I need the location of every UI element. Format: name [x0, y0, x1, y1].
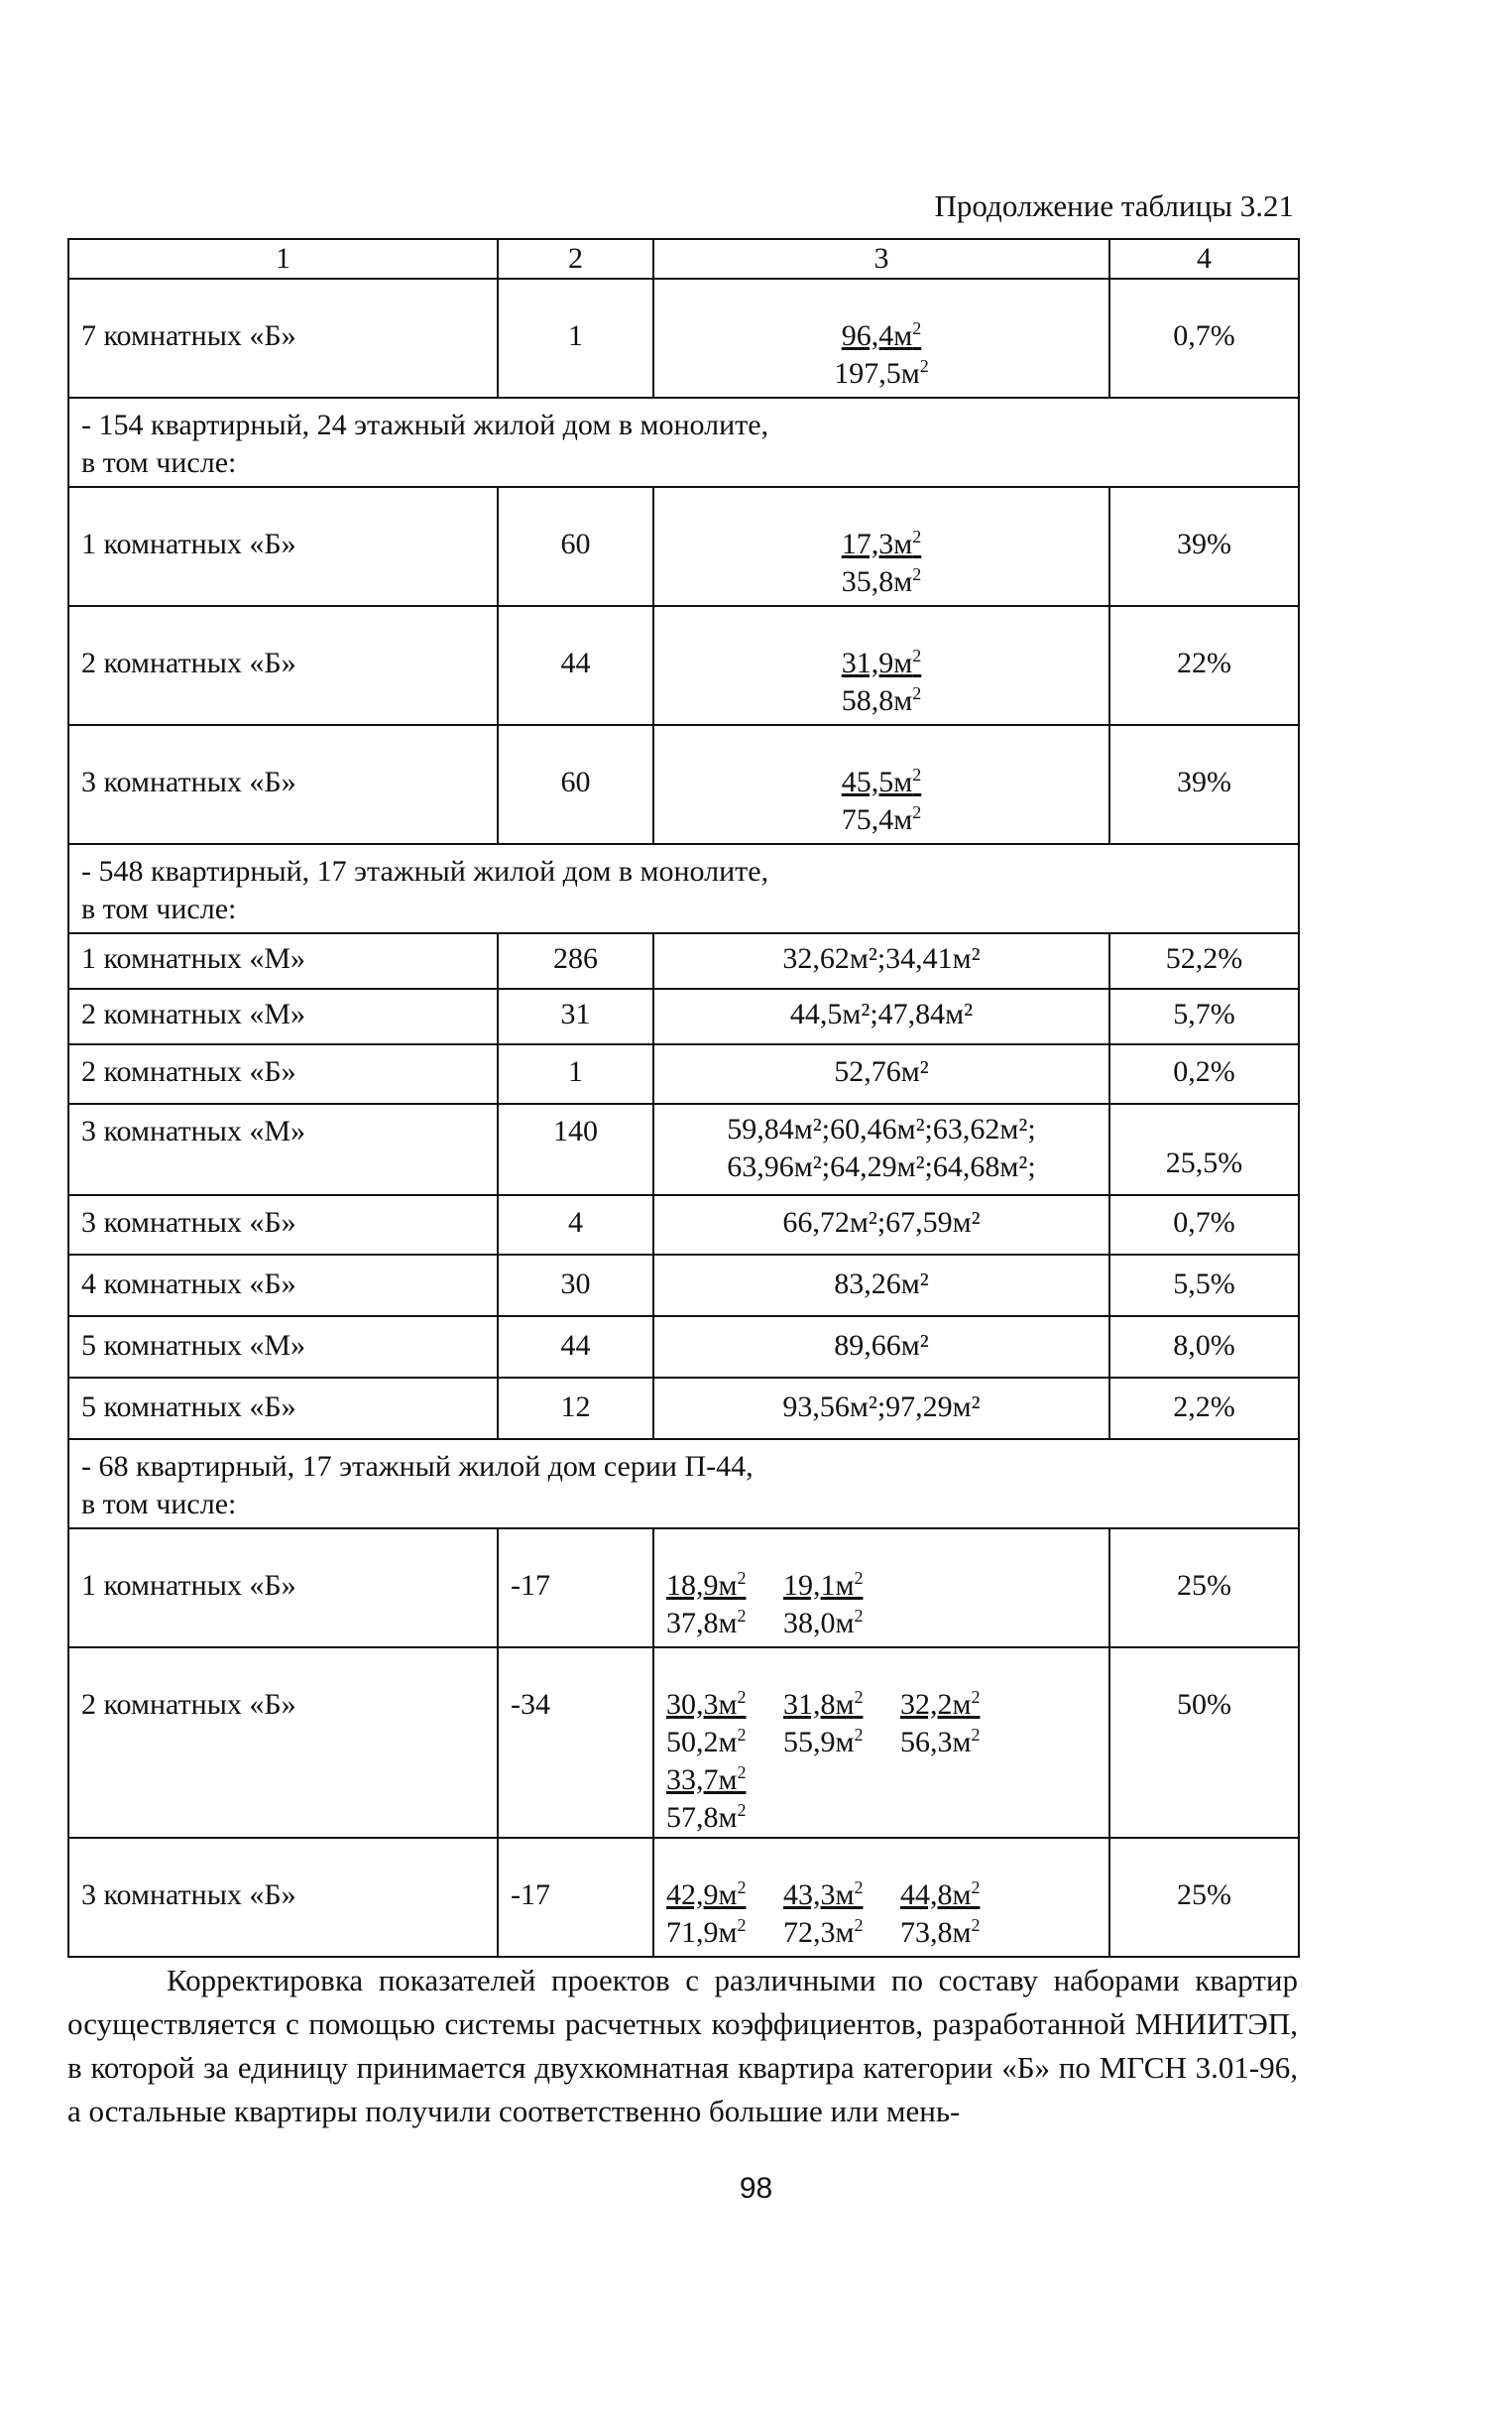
row-count: 44	[498, 1316, 653, 1378]
row-name: 3 комнатных «Б»	[68, 1195, 498, 1255]
area-numerator: 42,9м	[666, 1878, 738, 1911]
area-line: 59,84м²;60,46м²;63,62м²;	[727, 1113, 1036, 1146]
table-row	[68, 487, 1299, 606]
row-area: 52,76м²	[653, 1044, 1109, 1104]
row-count: -17	[498, 1528, 653, 1647]
apartments-table	[67, 238, 1300, 1958]
row-area-pairs: $\frac{18,9м^2}{37,8м^2}$ $\frac{19,1м^2}{38,0м^2}$	[653, 1528, 1109, 1647]
row-percent: 39%	[1109, 725, 1299, 844]
row-name: 1 комнатных «Б»	[68, 1528, 498, 1647]
area-numerator: 31,9м	[841, 647, 913, 679]
table-row	[68, 989, 1299, 1044]
row-name: 3 комнатных «Б»	[68, 1838, 498, 1957]
row-count: 44	[498, 606, 653, 725]
section-line: - 548 квартирный, 17 этажный жилой дом в монолите,	[81, 855, 769, 888]
table-row	[68, 1528, 1299, 1647]
area-numerator: 31,8м	[782, 1688, 855, 1721]
section-title	[68, 1439, 1299, 1528]
section-line: - 154 квартирный, 24 этажный жилой дом в монолите,	[81, 409, 769, 441]
row-count: 1	[498, 1044, 653, 1104]
area-denominator: 71,9м	[666, 1916, 738, 1949]
row-count: 31	[498, 989, 653, 1044]
section-title	[68, 844, 1299, 933]
row-count: 30	[498, 1255, 653, 1316]
row-area-pairs: $\frac{42,9м^2}{71,9м^2}$ $\frac{43,3м^2}{72,3м^2}$ $\frac{44,8м^2}{73,8м^2}$	[653, 1838, 1109, 1957]
table-row	[68, 1647, 1299, 1838]
row-percent: 25%	[1109, 1528, 1299, 1647]
area-denominator: 72,3м	[782, 1916, 855, 1949]
area-denominator: 58,8м	[841, 684, 913, 717]
table-row	[68, 1316, 1299, 1378]
row-name: 2 комнатных «Б»	[68, 1647, 498, 1838]
row-percent: 5,5%	[1109, 1255, 1299, 1316]
row-count: -17	[498, 1838, 653, 1957]
area-numerator: 43,3м	[782, 1878, 855, 1911]
area-denominator: 50,2м	[666, 1726, 738, 1758]
section-line: в том числе:	[81, 1488, 237, 1520]
row-area: 66,72м²;67,59м²	[653, 1195, 1109, 1255]
table-row	[68, 1838, 1299, 1957]
row-percent: 25%	[1109, 1838, 1299, 1957]
table-row	[68, 1255, 1299, 1316]
row-percent: 39%	[1109, 487, 1299, 606]
row-percent: 8,0%	[1109, 1316, 1299, 1378]
table-row	[68, 1195, 1299, 1255]
area-numerator: 45,5м	[841, 766, 913, 798]
row-area: 32,62м²;34,41м²	[653, 933, 1109, 989]
row-percent: 52,2%	[1109, 933, 1299, 989]
row-area: 93,56м²;97,29м²	[653, 1378, 1109, 1439]
area-numerator: 32,2м	[899, 1688, 972, 1721]
header-cell: 3	[653, 239, 1109, 279]
row-percent: 25,5%	[1109, 1104, 1299, 1195]
row-name: 1 комнатных «Б»	[68, 487, 498, 606]
area-denominator: 197,5м	[834, 357, 920, 390]
area-denominator: 57,8м	[666, 1801, 738, 1834]
row-area: $\frac{45,5м^2}{75,4м^2}$	[653, 725, 1109, 844]
row-area: 44,5м²;47,84м²	[653, 989, 1109, 1044]
row-name: 3 комнатных «М»	[68, 1104, 498, 1195]
area-numerator: 18,9м	[666, 1569, 738, 1602]
area-numerator: 30,3м	[666, 1688, 738, 1721]
header-row	[68, 239, 1299, 279]
row-name: 5 комнатных «Б»	[68, 1378, 498, 1439]
area-numerator: 17,3м	[841, 528, 913, 560]
row-area: 83,26м²	[653, 1255, 1109, 1316]
row-count: 60	[498, 487, 653, 606]
area-denominator: 56,3м	[899, 1726, 972, 1758]
area-numerator: 96,4м	[841, 319, 913, 352]
section-row	[68, 1439, 1299, 1528]
row-name: 2 комнатных «М»	[68, 989, 498, 1044]
area-denominator: 38,0м	[782, 1607, 855, 1639]
row-name: 1 комнатных «М»	[68, 933, 498, 989]
row-count: 12	[498, 1378, 653, 1439]
page-number: 98	[739, 2172, 773, 2205]
row-area: $\frac{17,3м^2}{35,8м^2}$	[653, 487, 1109, 606]
header-cell: 4	[1109, 239, 1299, 279]
header-cell: 2	[498, 239, 653, 279]
area-denominator: 37,8м	[666, 1607, 738, 1639]
row-count: 1	[498, 279, 653, 398]
table-row	[68, 1044, 1299, 1104]
section-title	[68, 398, 1299, 487]
row-name: 5 комнатных «М»	[68, 1316, 498, 1378]
row-count: 4	[498, 1195, 653, 1255]
area-numerator: 44,8м	[899, 1878, 972, 1911]
header-cell: 1	[68, 239, 498, 279]
area-denominator: 55,9м	[782, 1726, 855, 1758]
section-row	[68, 844, 1299, 933]
row-count: 140	[498, 1104, 653, 1195]
row-percent: 0,2%	[1109, 1044, 1299, 1104]
row-name: 7 комнатных «Б»	[68, 279, 498, 398]
table-row	[68, 279, 1299, 398]
row-area: $\frac{31,9м^2}{58,8м^2}$	[653, 606, 1109, 725]
section-line: в том числе:	[81, 446, 237, 479]
row-count: 286	[498, 933, 653, 989]
row-area-pairs: $\frac{30,3м^2}{50,2м^2}$ $\frac{31,8м^2}{55,9м^2}$ $\frac{32,2м^2}{56,3м^2}$ $\frac{33,7м^2}{57,8м^2}$	[653, 1647, 1109, 1838]
body-paragraph: Корректировка показателей проектов с различными по составу наборами квартир осуществляется с помощью системы расчетных коэффициентов, разработанной МНИИТЭП, в которой за единицу принимается двухкомнатная квартира категории «Б» по МГСН 3.01-96, а остальные квартиры получили соответственно большие или мень-	[67, 1963, 1298, 2128]
row-area: 89,66м²	[653, 1316, 1109, 1378]
section-row	[68, 398, 1299, 487]
area-numerator: 19,1м	[782, 1569, 855, 1602]
row-percent: 0,7%	[1109, 279, 1299, 398]
section-line: - 68 квартирный, 17 этажный жилой дом серии П-44,	[81, 1450, 754, 1483]
row-percent: 2,2%	[1109, 1378, 1299, 1439]
table-row	[68, 606, 1299, 725]
row-name: 3 комнатных «Б»	[68, 725, 498, 844]
area-numerator: 33,7м	[666, 1763, 738, 1796]
row-area	[653, 1104, 1109, 1195]
area-line: 63,96м²;64,29м²;64,68м²;	[727, 1150, 1036, 1183]
area-denominator: 75,4м	[841, 803, 913, 836]
row-percent: 0,7%	[1109, 1195, 1299, 1255]
section-line: в том числе:	[81, 893, 237, 925]
table-row	[68, 1378, 1299, 1439]
row-name: 2 комнатных «Б»	[68, 1044, 498, 1104]
row-count: -34	[498, 1647, 653, 1838]
table-row	[68, 933, 1299, 989]
row-area: $\frac{96,4м^2}{197,5м^2}$	[653, 279, 1109, 398]
row-percent: 50%	[1109, 1647, 1299, 1838]
table-row	[68, 1104, 1299, 1195]
table-caption: Продолжение таблицы 3.21	[934, 188, 1294, 223]
area-denominator: 35,8м	[841, 565, 913, 598]
row-percent: 22%	[1109, 606, 1299, 725]
row-percent: 5,7%	[1109, 989, 1299, 1044]
area-denominator: 73,8м	[899, 1916, 972, 1949]
row-name: 2 комнатных «Б»	[68, 606, 498, 725]
row-count: 60	[498, 725, 653, 844]
table-row	[68, 725, 1299, 844]
row-name: 4 комнатных «Б»	[68, 1255, 498, 1316]
